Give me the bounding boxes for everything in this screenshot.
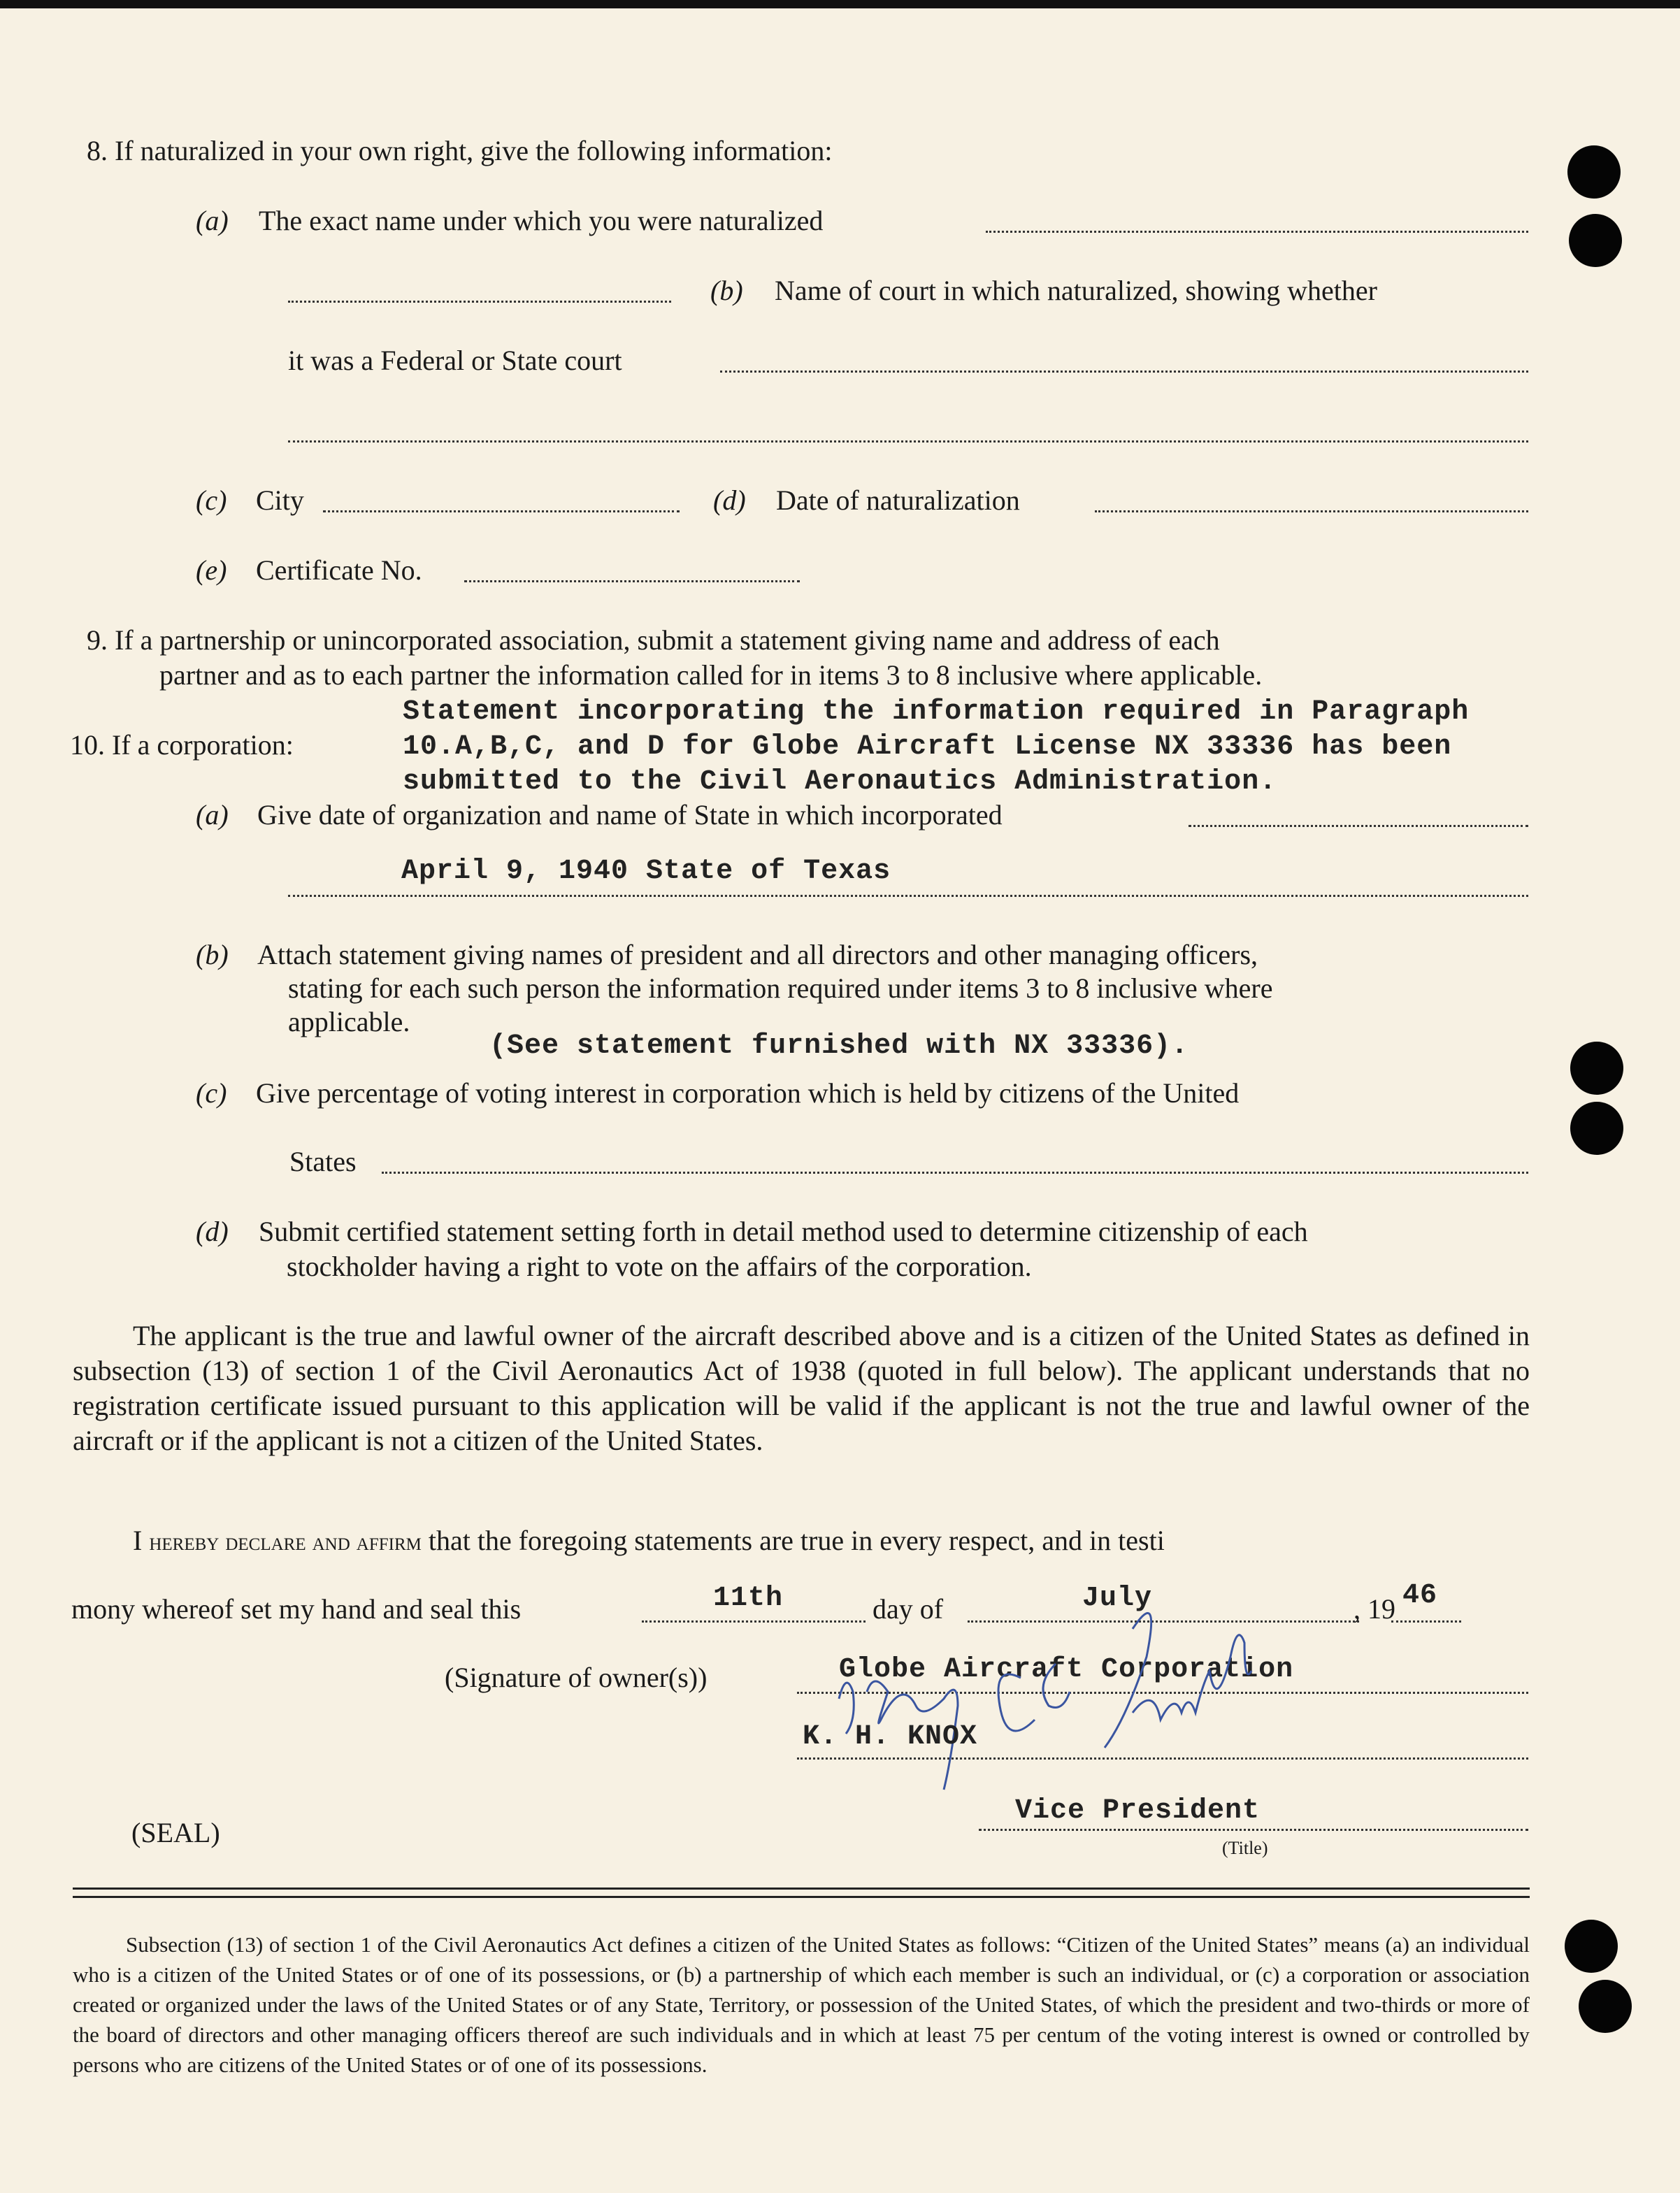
item-10a-label: (a) (196, 799, 229, 831)
seal-label: (SEAL) (131, 1817, 220, 1848)
naturalization-date-field[interactable] (1095, 510, 1528, 512)
affirm-caps: hereby declare and affirm (149, 1527, 422, 1555)
item-9-line2: partner and as to each partner the information called for in items 3 to 8 inclusive where applicable. (159, 659, 1263, 691)
item-10d-line: Submit certified statement setting forth in detail method used to determine citizenship of each (259, 1216, 1308, 1247)
item-8d-label: (d) (713, 484, 746, 516)
affirm-line2: mony whereof set my hand and seal this (71, 1593, 522, 1625)
item-10b-line: stating for each such person the information required under items 3 to 8 inclusive where (288, 972, 1273, 1004)
item-8a-label: (a) (196, 205, 229, 236)
punch-hole (1569, 214, 1622, 267)
divider (73, 1888, 1530, 1890)
item-8b-text: Name of court in which naturalized, showing whether (775, 275, 1377, 306)
city-field[interactable] (323, 510, 680, 512)
item-10b-line: applicable. (288, 1006, 410, 1037)
item-8d-text: Date of naturalization (776, 484, 1020, 516)
year-prefix: , 19 (1354, 1593, 1395, 1625)
item-10a-text: Give date of organization and name of State in which incorporated (257, 799, 1003, 831)
signer-field[interactable] (797, 1757, 1528, 1760)
item-10-heading: 10. If a corporation: (70, 729, 294, 761)
item-10c-cont: States (289, 1146, 357, 1177)
title-field[interactable] (979, 1829, 1528, 1831)
item-10c-text: Give percentage of voting interest in corporation which is held by citizens of the United (256, 1077, 1240, 1109)
item-10d-line: stockholder having a right to vote on the affairs of the corporation. (287, 1251, 1032, 1282)
item-8a-text: The exact name under which you were naturalized (259, 205, 824, 236)
incorporation-field-cont[interactable] (288, 895, 1528, 897)
incorporation-value: April 9, 1940 State of Texas (401, 856, 891, 887)
title-value: Vice President (1015, 1795, 1261, 1827)
court-field-cont[interactable] (288, 440, 1528, 443)
typed-statement-line: Statement incorporating the information required in Paragraph (403, 696, 1470, 728)
day-value: 11th (713, 1583, 784, 1614)
ownership-declaration: The applicant is the true and lawful owner of the aircraft described above and is a citizen of the United States as defined in subsection (13) of section 1 of the Civil Aeronautics Act of 1938 (quoted in full below). The applicant understands that no registration certificate issued pursuant to this application will be valid if the applicant is not the true and lawful owner of the aircraft or if the applicant is not a citizen of the United States. (73, 1320, 1530, 1456)
signature-label: (Signature of owner(s)) (445, 1662, 708, 1693)
handwritten-signature (825, 1608, 1426, 1818)
item-10c-label: (c) (196, 1077, 227, 1109)
certificate-field[interactable] (464, 580, 800, 582)
day-of-label: day of (873, 1593, 944, 1625)
court-field[interactable] (720, 371, 1528, 373)
item-10d-label: (d) (196, 1216, 229, 1247)
citizen-definition-footnote: Subsection (13) of section 1 of the Civil Aeronautics Act defines a citizen of the United States as follows: “Citizen of the United States” means (a) an individual who is a citizen of the United States or of one of its possessions, or (b) a partnership of which each member is such an individual, or (c) a corporation or association created or organized under the laws of the United States or of any State, Territory, or possession of the United States, of which the president and two-thirds or more of the board of directors and other managing officers thereof are such individuals and in which at least 75 per centum of the voting interest is owned or controlled by persons who are citizens of the United States or of one of its possessions. (73, 1932, 1530, 2077)
voting-percentage-field[interactable] (382, 1172, 1528, 1174)
typed-statement-line: submitted to the Civil Aeronautics Administration. (403, 766, 1277, 798)
owner-name: Globe Aircraft Corporation (839, 1654, 1294, 1685)
naturalized-name-field[interactable] (986, 231, 1528, 233)
typed-statement-line: 10.A,B,C, and D for Globe Aircraft License NX 33336 has been (403, 731, 1452, 763)
item-8b-label: (b) (710, 275, 743, 306)
punch-hole (1570, 1102, 1623, 1155)
scan-edge (0, 0, 1680, 8)
item-8e-label: (e) (196, 554, 227, 586)
month-value: July (1082, 1583, 1153, 1614)
year-value: 46 (1402, 1580, 1438, 1611)
officers-statement-value: (See statement furnished with NX 33336). (489, 1030, 1189, 1062)
item-8-heading: 8. If naturalized in your own right, give the following information: (87, 135, 833, 166)
incorporation-field[interactable] (1189, 825, 1528, 827)
item-10b-label: (b) (196, 939, 229, 970)
item-8c-text: City (256, 484, 304, 516)
item-8c-label: (c) (196, 484, 227, 516)
signer-name: K. H. KNOX (803, 1721, 978, 1753)
item-10b-line: Attach statement giving names of president and all directors and other managing officers, (257, 939, 1258, 970)
naturalized-name-field-cont[interactable] (288, 301, 671, 303)
item-8e-text: Certificate No. (256, 554, 422, 586)
affirm-rest: that the foregoing statements are true in every respect, and in testi (428, 1525, 1165, 1556)
punch-hole (1579, 1980, 1632, 2033)
punch-hole (1567, 145, 1621, 199)
affirm-prefix: I (133, 1525, 143, 1556)
divider (73, 1896, 1530, 1898)
affirm-line1 (133, 1524, 1165, 1558)
punch-hole (1565, 1920, 1618, 1973)
title-label: (Title) (1222, 1838, 1268, 1858)
punch-hole (1570, 1042, 1623, 1095)
item-9-line1: 9. If a partnership or unincorporated association, submit a statement giving name and address of each (87, 624, 1220, 656)
item-8b-cont: it was a Federal or State court (288, 345, 622, 376)
